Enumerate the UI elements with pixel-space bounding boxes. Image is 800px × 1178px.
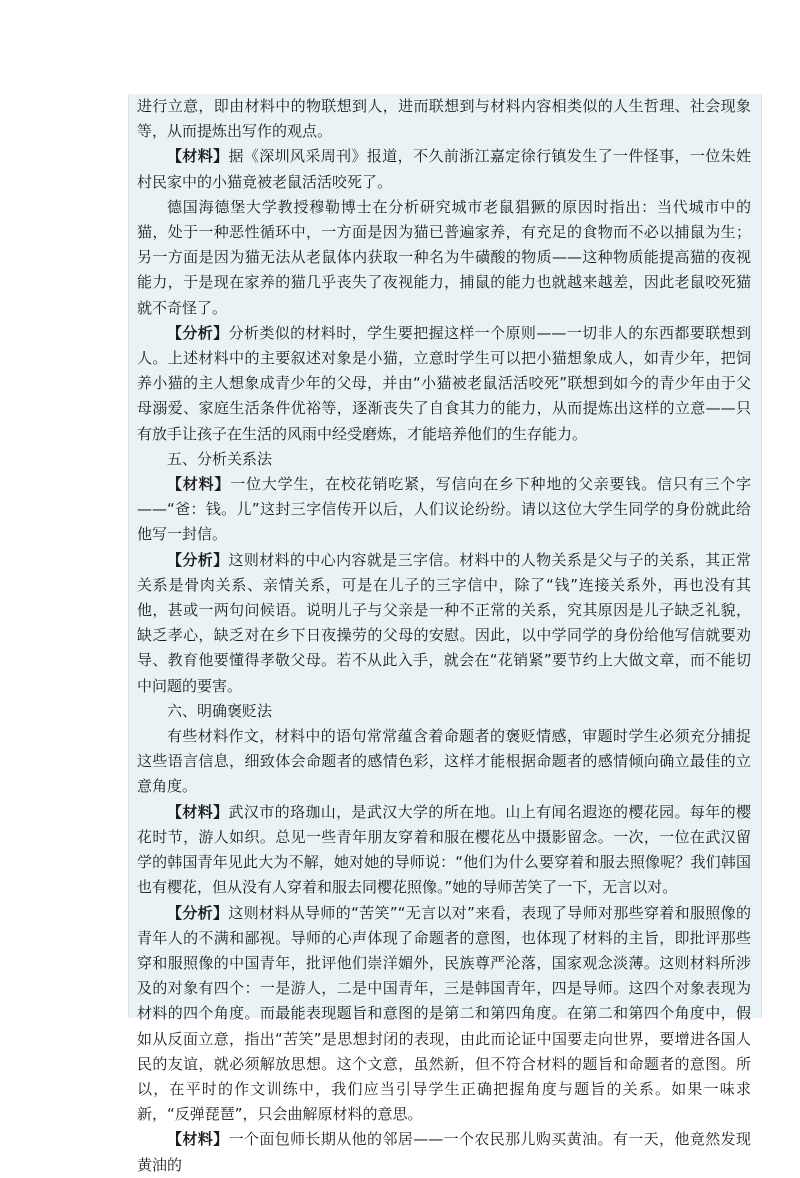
paragraph	[137, 1127, 751, 1177]
material-tag: 【材料】	[167, 147, 229, 166]
paragraph-text: 有些材料作文，材料中的语句常常蕴含着命题者的褒贬情感，审题时学生必须充分捕捉这些语言信息，细致体会命题者的感情色彩，这样才能根据命题者的感情倾向确立最佳的立意角度。	[137, 727, 751, 796]
analysis-tag: 【分析】	[167, 903, 229, 922]
paragraph	[137, 195, 751, 321]
material-tag: 【材料】	[167, 1130, 229, 1149]
paragraph-text: 分析类似的材料时，学生要把握这样一个原则——一切非人的东西都要联想到人。上述材料中的主要叙述对象是小猫，立意时学生可以把小猫想象成人，如青少年，把饲养小猫的主人想象成青少年的父母，并由“小猫被老鼠活活咬死”联想到如今的青少年由于父母溺爱、家庭生活条件优裕等，逐渐丧失了自食其力的能力，从而提炼出这样的立意——只有放手让孩子在生活的风雨中经受磨炼，才能培养他们的生存能力。	[137, 323, 751, 443]
paragraph	[137, 548, 751, 699]
paragraph-text: 进行立意，即由材料中的物联想到人，进而联想到与材料内容相类似的人生哲理、社会现象等，从而提炼出写作的观点。	[137, 97, 751, 141]
paragraph	[137, 472, 751, 548]
paragraph-text: 武汉市的珞珈山，是武汉大学的所在地。山上有闻名遐迩的樱花园。每年的樱花时节，游人如织。总见一些青年朋友穿着和服在樱花丛中摄影留念。一次，一位在武汉留学的韩国青年见此大为不解，她对她的导师说：“他们为什么要穿着和服去照像呢？我们韩国也有樱花，但从没有人穿着和服去同樱花照像。”她的导师苦笑了一下，无言以对。	[137, 802, 751, 897]
section-heading	[137, 447, 751, 472]
material-tag: 【材料】	[167, 475, 231, 494]
paragraph-text: 一个面包师长期从他的邻居——一个农民那儿购买黄油。有一天，他竟然发现黄油的	[137, 1130, 751, 1174]
paragraph	[137, 94, 751, 144]
paragraph-text: 这则材料从导师的“苦笑”“无言以对”来看，表现了导师对那些穿着和服照像的青年人的不满和鄙视。导师的心声体现了命题者的意图，也体现了材料的主旨，即批评那些穿和服照像的中国青年，批评他们崇洋媚外，民族尊严沦落，国家观念淡薄。这则材料所涉及的对象有四个：一是游人，二是中国青年，三是韩国青年，四是导师。这四个对象表现为材料的四个角度。而最能表现题旨和意图的是第二和第四角度。在第二和第四个角度中，假如从反面立意，指出“苦笑”是思想封闭的表现，由此而论证中国要走向世界，要增进各国人民的友谊，就必须解放思想。这个文意，虽然新，但不符合材料的题旨和命题者的意图。所以，在平时的作文训练中，我们应当引导学生正确把握角度与题旨的关系。如果一味求新，“反弹琵琶”，只会曲解原材料的意思。	[137, 903, 751, 1124]
section-heading-text: 六、明确褒贬法	[167, 701, 273, 720]
section-heading-text: 五、分析关系法	[167, 449, 273, 468]
section-heading	[137, 699, 751, 724]
paragraph	[137, 321, 751, 447]
paragraph	[137, 800, 751, 901]
material-tag: 【材料】	[167, 802, 229, 821]
paragraph-text: 据《深圳风采周刊》报道，不久前浙江嘉定徐行镇发生了一件怪事，一位朱姓村民家中的小猫竟被老鼠活活咬死了。	[137, 147, 751, 191]
document-text-panel	[128, 94, 762, 1174]
paragraph	[137, 724, 751, 800]
paragraph	[137, 144, 751, 194]
paragraph-text: 德国海德堡大学教授穆勒博士在分析研究城市老鼠猖獗的原因时指出：当代城市中的猫，处于一种恶性循环中，一方面是因为猫已普遍家养，有充足的食物而不必以捕鼠为生；另一方面是因为猫无法从老鼠体内获取一种名为牛磺酸的物质——这种物质能提高猫的夜视能力，于是现在家养的猫几乎丧失了夜视能力，捕鼠的能力也就越来越差，因此老鼠咬死猫就不奇怪了。	[137, 197, 751, 317]
paragraph	[137, 901, 751, 1128]
paragraph-text: 这则材料的中心内容就是三字信。材料中的人物关系是父与子的关系，其正常关系是骨肉关系、亲情关系，可是在儿子的三字信中，除了“钱”连接关系外，再也没有其他，甚或一两句问候语。说明儿子与父亲是一种不正常的关系，究其原因是儿子缺乏礼貌，缺乏孝心，缺乏对在乡下日夜操劳的父母的安慰。因此，以中学同学的身份给他写信就要劝导、教育他要懂得孝敬父母。若不从此入手，就会在“花销紧”要节约上大做文章，而不能切中问题的要害。	[137, 550, 751, 695]
analysis-tag: 【分析】	[167, 323, 229, 342]
paragraph-text: 一位大学生，在校花销吃紧，写信向在乡下种地的父亲要钱。信只有三个字——“爸：钱。儿”这封三字信传开以后，人们议论纷纷。请以这位大学生同学的身份就此给他写一封信。	[137, 475, 751, 544]
analysis-tag: 【分析】	[167, 550, 229, 569]
